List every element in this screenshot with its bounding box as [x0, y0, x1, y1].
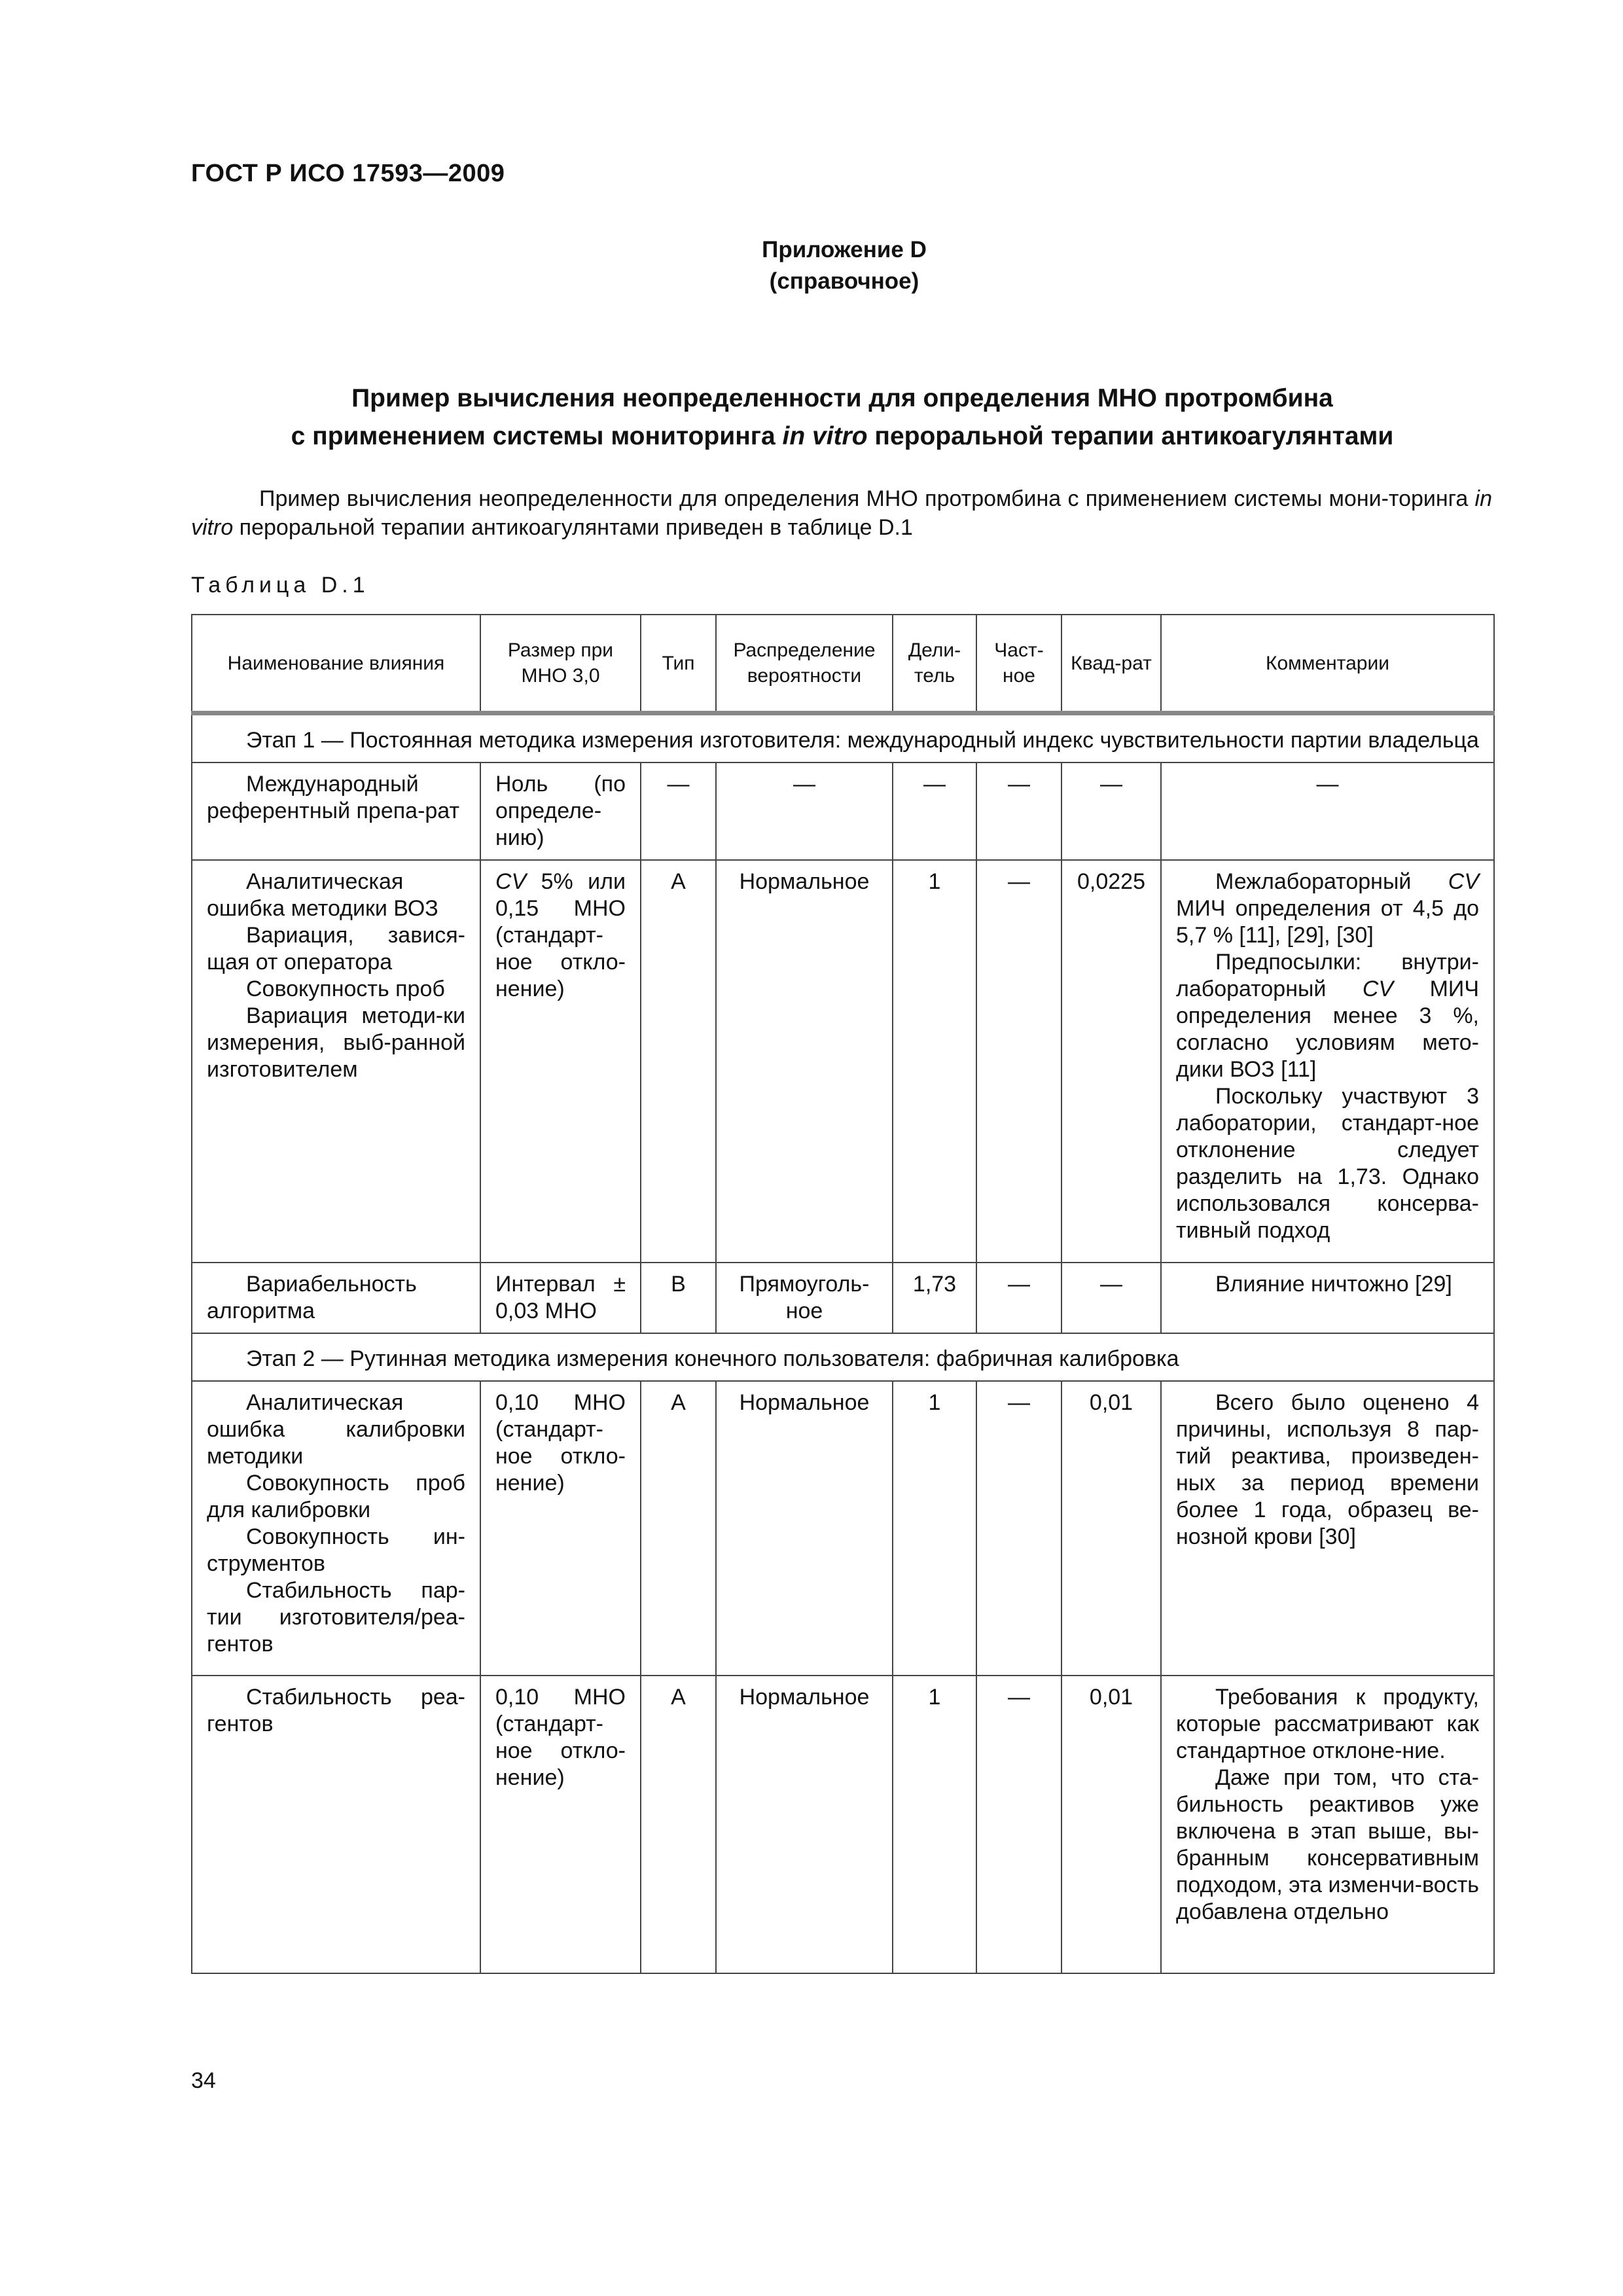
page-number: 34 [191, 2068, 216, 2093]
title-line-2-start: с применением системы мониторинга [291, 422, 783, 450]
table-row [192, 762, 1494, 860]
header-influence: Наименование влияния [192, 615, 480, 713]
header-divisor: Дели-тель [893, 615, 976, 713]
header-distribution: Распределение вероятности [716, 615, 893, 713]
cell-size: CV 5% или 0,15 МНО (стандарт-ное откло-нение) [480, 860, 641, 1263]
table-header-row [192, 615, 1494, 713]
annex-status: (справочное) [769, 268, 919, 294]
cell-square: 0,01 [1061, 1676, 1161, 1973]
cell-quotient: — [976, 1263, 1061, 1333]
header-size: Размер при МНО 3,0 [480, 615, 641, 713]
annex-label: Приложение D [762, 237, 927, 262]
table-row [192, 1381, 1494, 1676]
cell-divisor: 1 [893, 1676, 976, 1973]
uncertainty-table [191, 614, 1495, 1974]
cell-distribution: — [716, 762, 893, 860]
standard-code: ГОСТ Р ИСО 17593—2009 [191, 160, 505, 187]
cell-divisor: 1 [893, 1381, 976, 1676]
cell-influence: Аналитическая ошибка методики ВОЗ Вариация, завися-щая от оператора Совокупность проб Вариация методи-ки измерения, выб-ранной изготовителем [192, 860, 480, 1263]
cell-comments: Межлабораторный CV МИЧ определения от 4,5 до 5,7 % [11], [29], [30] Предпосылки: внутри-лабораторный CV МИЧ определения менее 3 %, согласно условиям мето-дики ВОЗ [11] Поскольку участвуют 3 лаборатории, стандарт-ное отклонение следует разделить на 1,73. Однако использовался консерва-тивный подход [1161, 860, 1494, 1263]
cell-quotient: — [976, 1381, 1061, 1676]
cell-influence: Вариабельность алгоритма [192, 1263, 480, 1333]
stage-2-label: Этап 2 — Рутинная методика измерения конечного пользователя: фабричная калибровка [192, 1333, 1494, 1381]
annex-heading [0, 234, 1623, 297]
cell-divisor: 1,73 [893, 1263, 976, 1333]
document-title [191, 380, 1493, 456]
intro-italic: in vitro [191, 486, 1492, 540]
title-line-1: Пример вычисления неопределенности для определения МНО протромбина [351, 384, 1333, 412]
cell-divisor: 1 [893, 860, 976, 1263]
cell-square: 0,01 [1061, 1381, 1161, 1676]
cell-comments: Требования к продукту, которые рассматривают как стандартное отклоне-ние. Даже при том, что ста-бильность реактивов уже включена в этап выше, вы-бранным консервативным подходом, эта изменчи-вость добавлена отдельно [1161, 1676, 1494, 1973]
title-line-2-end: пероральной терапии антикоагулянтами [867, 422, 1394, 450]
cell-square: 0,0225 [1061, 860, 1161, 1263]
stage-1-label: Этап 1 — Постоянная методика измерения изготовителя: международный индекс чувствительности партии владельца [192, 713, 1494, 763]
cell-distribution: Нормальное [716, 1676, 893, 1973]
cell-influence: Стабильность реа-гентов [192, 1676, 480, 1973]
cell-size: 0,10 МНО (стандарт-ное откло-нение) [480, 1676, 641, 1973]
intro-text-2: пероральной терапии антикоагулянтами приведен в таблице D.1 [233, 515, 913, 540]
cell-square: — [1061, 1263, 1161, 1333]
title-line-2 [191, 418, 1493, 456]
cell-divisor: — [893, 762, 976, 860]
cell-size: Ноль (по определе-нию) [480, 762, 641, 860]
cell-comments: — [1161, 762, 1494, 860]
cell-influence: Аналитическая ошибка калибровки методики Совокупность проб для калибровки Совокупность ин-струментов Стабильность пар-тии изготовителя/реа-гентов [192, 1381, 480, 1676]
header-comments: Комментарии [1161, 615, 1494, 713]
cell-type: A [641, 1381, 716, 1676]
cell-distribution: Прямоуголь-ное [716, 1263, 893, 1333]
table-row [192, 1263, 1494, 1333]
table-caption: Таблица D.1 [191, 573, 370, 598]
intro-paragraph [191, 484, 1492, 542]
header-square: Квад-рат [1061, 615, 1161, 713]
cell-type: A [641, 860, 716, 1263]
table-row [192, 1676, 1494, 1973]
title-italic: in vitro [782, 422, 868, 450]
cell-quotient: — [976, 1676, 1061, 1973]
cell-quotient: — [976, 762, 1061, 860]
cell-type: — [641, 762, 716, 860]
cell-type: A [641, 1676, 716, 1973]
cell-comments: Всего было оценено 4 причины, используя 8 пар-тий реактива, произведен-ных за период времени более 1 года, образец ве-нозной крови [30] [1161, 1381, 1494, 1676]
cell-quotient: — [976, 860, 1061, 1263]
cell-type: B [641, 1263, 716, 1333]
cell-size: Интервал ± 0,03 МНО [480, 1263, 641, 1333]
intro-text-1: Пример вычисления неопределенности для определения МНО протромбина с применением системы мони-торинга [259, 486, 1475, 511]
cell-size: 0,10 МНО (стандарт-ное откло-нение) [480, 1381, 641, 1676]
header-quotient: Част-ное [976, 615, 1061, 713]
table-row [192, 860, 1494, 1263]
cell-distribution: Нормальное [716, 1381, 893, 1676]
cell-comments: Влияние ничтожно [29] [1161, 1263, 1494, 1333]
stage-1-row [192, 713, 1494, 763]
cell-influence: Международный референтный препа-рат [192, 762, 480, 860]
cell-square: — [1061, 762, 1161, 860]
stage-2-row [192, 1333, 1494, 1381]
header-type: Тип [641, 615, 716, 713]
cell-distribution: Нормальное [716, 860, 893, 1263]
